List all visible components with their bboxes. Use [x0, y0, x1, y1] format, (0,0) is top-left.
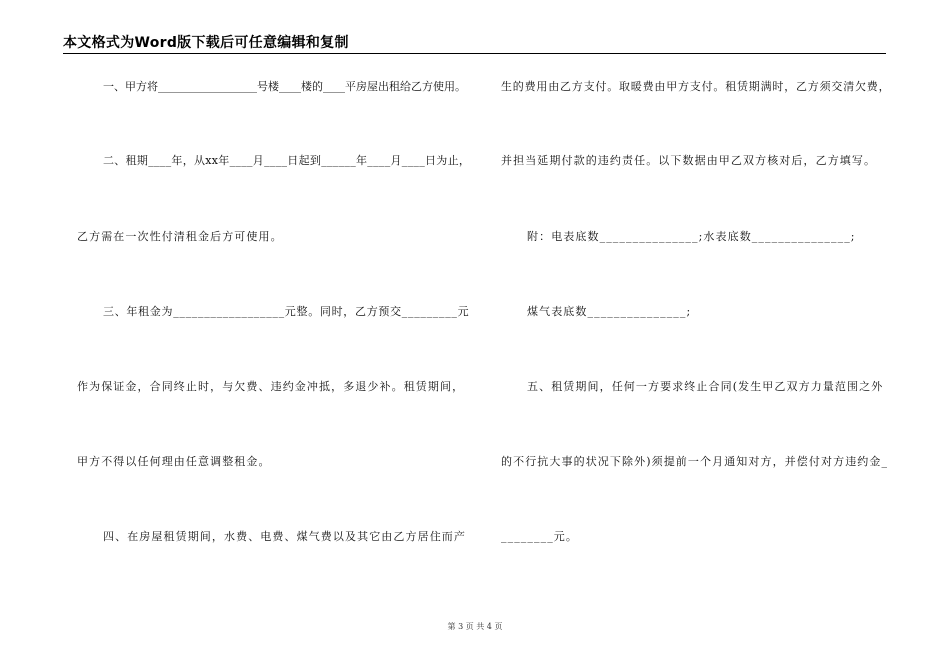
- right-line-4: 煤气表底数_______________;: [527, 305, 692, 318]
- header-title: 本文格式为Word版下载后可任意编辑和复制: [63, 35, 349, 51]
- left-line-7: 四、在房屋租赁期间，水费、电费、煤气费以及其它由乙方居住而产: [103, 530, 466, 543]
- left-line-3: 乙方需在一次性付清租金后方可使用。: [77, 230, 283, 243]
- left-line-1: 一、甲方将__________________号楼____楼的____平房屋出租给乙方使用。: [103, 80, 466, 93]
- page-number: 第 3 页 共 4 页: [447, 622, 503, 631]
- right-line-3: 附：电表底数_______________;水表底数_______________;: [527, 230, 856, 243]
- right-line-7: ________元。: [501, 530, 578, 543]
- right-line-2: 并担当延期付款的违约责任。以下数据由甲乙双方核对后，乙方填写。: [501, 154, 877, 167]
- left-line-6: 甲方不得以任何理由任意调整租金。: [77, 455, 271, 468]
- right-line-6: 的不行抗大事的状况下除外)须提前一个月通知对方，并偿付对方违约金_: [501, 455, 889, 468]
- right-line-5: 五、租赁期间，任何一方要求终止合同(发生甲乙双方力量范围之外: [527, 380, 884, 393]
- page-header: [63, 35, 886, 54]
- left-line-2: 二、租期____年，从xx年____月____日起到______年____月____日为止，: [103, 154, 471, 167]
- left-line-5: 作为保证金，合同终止时，与欠费、违约金冲抵，多退少补。租赁期间，: [77, 380, 465, 393]
- right-line-1: 生的费用由乙方支付。取暖费由甲方支付。租赁期满时，乙方须交清欠费，: [501, 80, 891, 93]
- left-line-4: 三、年租金为__________________元整。同时，乙方预交_________元: [103, 305, 470, 318]
